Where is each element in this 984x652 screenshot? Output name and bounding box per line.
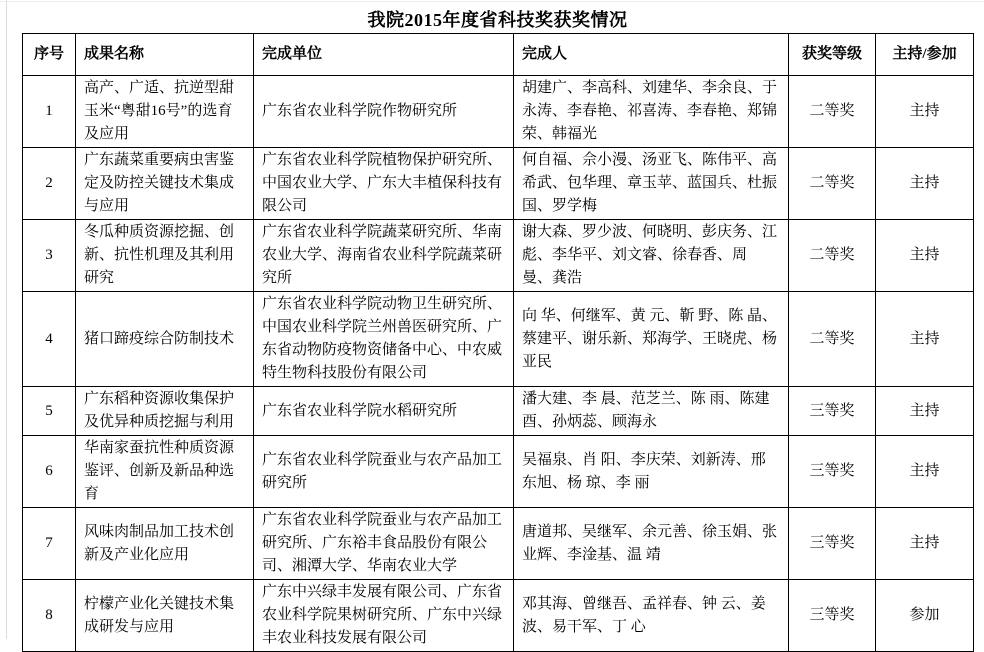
cell-achievement-name: 广东蔬菜重要病虫害鉴定及防控关键技术集成与应用 [76, 148, 254, 220]
column-header-achievement: 成果名称 [76, 34, 254, 76]
column-header-people: 完成人 [514, 34, 789, 76]
page-edge-left [6, 0, 7, 639]
table-row [23, 292, 974, 387]
cell-award-level: 三等奖 [789, 580, 876, 652]
column-header-award-level: 获奖等级 [789, 34, 876, 76]
cell-award-level: 二等奖 [789, 76, 876, 148]
cell-role: 主持 [876, 387, 974, 436]
cell-role: 主持 [876, 436, 974, 508]
cell-role: 主持 [876, 76, 974, 148]
cell-role: 主持 [876, 148, 974, 220]
cell-role: 主持 [876, 508, 974, 580]
cell-achievement-name: 高产、广适、抗逆型甜玉米“粤甜16号”的选育及应用 [76, 76, 254, 148]
cell-award-level: 二等奖 [789, 292, 876, 387]
table-row [23, 580, 974, 652]
column-header-role: 主持/参加 [876, 34, 974, 76]
cell-achievement-name: 广东稻种资源收集保护及优异种质挖掘与利用 [76, 387, 254, 436]
table-row [23, 508, 974, 580]
page-title: 我院2015年度省科技奖获奖情况 [367, 10, 628, 30]
cell-award-level: 二等奖 [789, 220, 876, 292]
cell-achievement-name: 华南家蚕抗性种质资源鉴评、创新及新品种选育 [76, 436, 254, 508]
cell-serial-number: 5 [23, 387, 76, 436]
cell-award-level: 三等奖 [789, 436, 876, 508]
cell-completion-unit: 广东省农业科学院蚕业与农产品加工研究所、广东裕丰食品股份有限公司、湘潭大学、华南农业大学 [254, 508, 514, 580]
table-row [23, 436, 974, 508]
cell-award-level: 二等奖 [789, 148, 876, 220]
cell-achievement-name: 猪口蹄疫综合防制技术 [76, 292, 254, 387]
cell-completion-unit: 广东省农业科学院动物卫生研究所、中国农业科学院兰州兽医研究所、广东省动物防疫物资储备中心、中农威特生物科技股份有限公司 [254, 292, 514, 387]
cell-serial-number: 3 [23, 220, 76, 292]
cell-role: 参加 [876, 580, 974, 652]
cell-completion-unit: 广东省农业科学院蚕业与农产品加工研究所 [254, 436, 514, 508]
cell-award-level: 三等奖 [789, 508, 876, 580]
cell-completers: 邓其海、曾继吾、孟祥春、钟 云、姜波、易干军、丁 心 [514, 580, 789, 652]
cell-completion-unit: 广东省农业科学院植物保护研究所、 中国农业大学、广东大丰植保科技有限公司 [254, 148, 514, 220]
cell-completion-unit: 广东省农业科学院作物研究所 [254, 76, 514, 148]
table-row [23, 387, 974, 436]
awards-table [22, 33, 974, 652]
cell-serial-number: 6 [23, 436, 76, 508]
column-header-serial: 序号 [23, 34, 76, 76]
table-row [23, 220, 974, 292]
cell-completers: 何自福、佘小漫、汤亚飞、陈伟平、高希武、包华理、章玉苹、蓝国兵、杜振国、罗学梅 [514, 148, 789, 220]
cell-serial-number: 4 [23, 292, 76, 387]
table-header-row [23, 34, 974, 76]
cell-role: 主持 [876, 220, 974, 292]
cell-completers: 潘大建、李 晨、范芝兰、陈 雨、陈建酉、孙炳蕊、顾海永 [514, 387, 789, 436]
table-body [23, 76, 974, 652]
cell-role: 主持 [876, 292, 974, 387]
cell-serial-number: 2 [23, 148, 76, 220]
cell-completers: 唐道邦、吴继军、余元善、徐玉娟、张业辉、李淦基、温 靖 [514, 508, 789, 580]
cell-award-level: 三等奖 [789, 387, 876, 436]
table-row [23, 148, 974, 220]
cell-serial-number: 8 [23, 580, 76, 652]
page-edge-top [0, 1, 984, 2]
cell-completers: 谢大森、罗少波、何晓明、彭庆务、江彪、李华平、刘文睿、徐春香、周 曼、龚浩 [514, 220, 789, 292]
cell-completion-unit: 广东省农业科学院水稻研究所 [254, 387, 514, 436]
cell-serial-number: 7 [23, 508, 76, 580]
cell-completion-unit: 广东中兴绿丰发展有限公司、广东省农业科学院果树研究所、广东中兴绿丰农业科技发展有限公司 [254, 580, 514, 652]
cell-serial-number: 1 [23, 76, 76, 148]
cell-completers: 向 华、何继军、黄 元、靳 野、陈 晶、蔡建平、谢乐新、郑海学、王晓虎、杨亚民 [514, 292, 789, 387]
cell-completers: 胡建广、李高科、刘建华、李余良、于永涛、李春艳、祁喜涛、李春艳、郑锦荣、韩福光 [514, 76, 789, 148]
cell-achievement-name: 风味肉制品加工技术创新及产业化应用 [76, 508, 254, 580]
cell-achievement-name: 冬瓜种质资源挖掘、创新、抗性机理及其利用研究 [76, 220, 254, 292]
cell-achievement-name: 柠檬产业化关键技术集成研发与应用 [76, 580, 254, 652]
column-header-unit: 完成单位 [254, 34, 514, 76]
table-row [23, 76, 974, 148]
cell-completion-unit: 广东省农业科学院蔬菜研究所、华南农业大学、海南省农业科学院蔬菜研究所 [254, 220, 514, 292]
cell-completers: 吴福泉、肖 阳、李庆荣、刘新涛、邢东旭、杨 琼、李 丽 [514, 436, 789, 508]
